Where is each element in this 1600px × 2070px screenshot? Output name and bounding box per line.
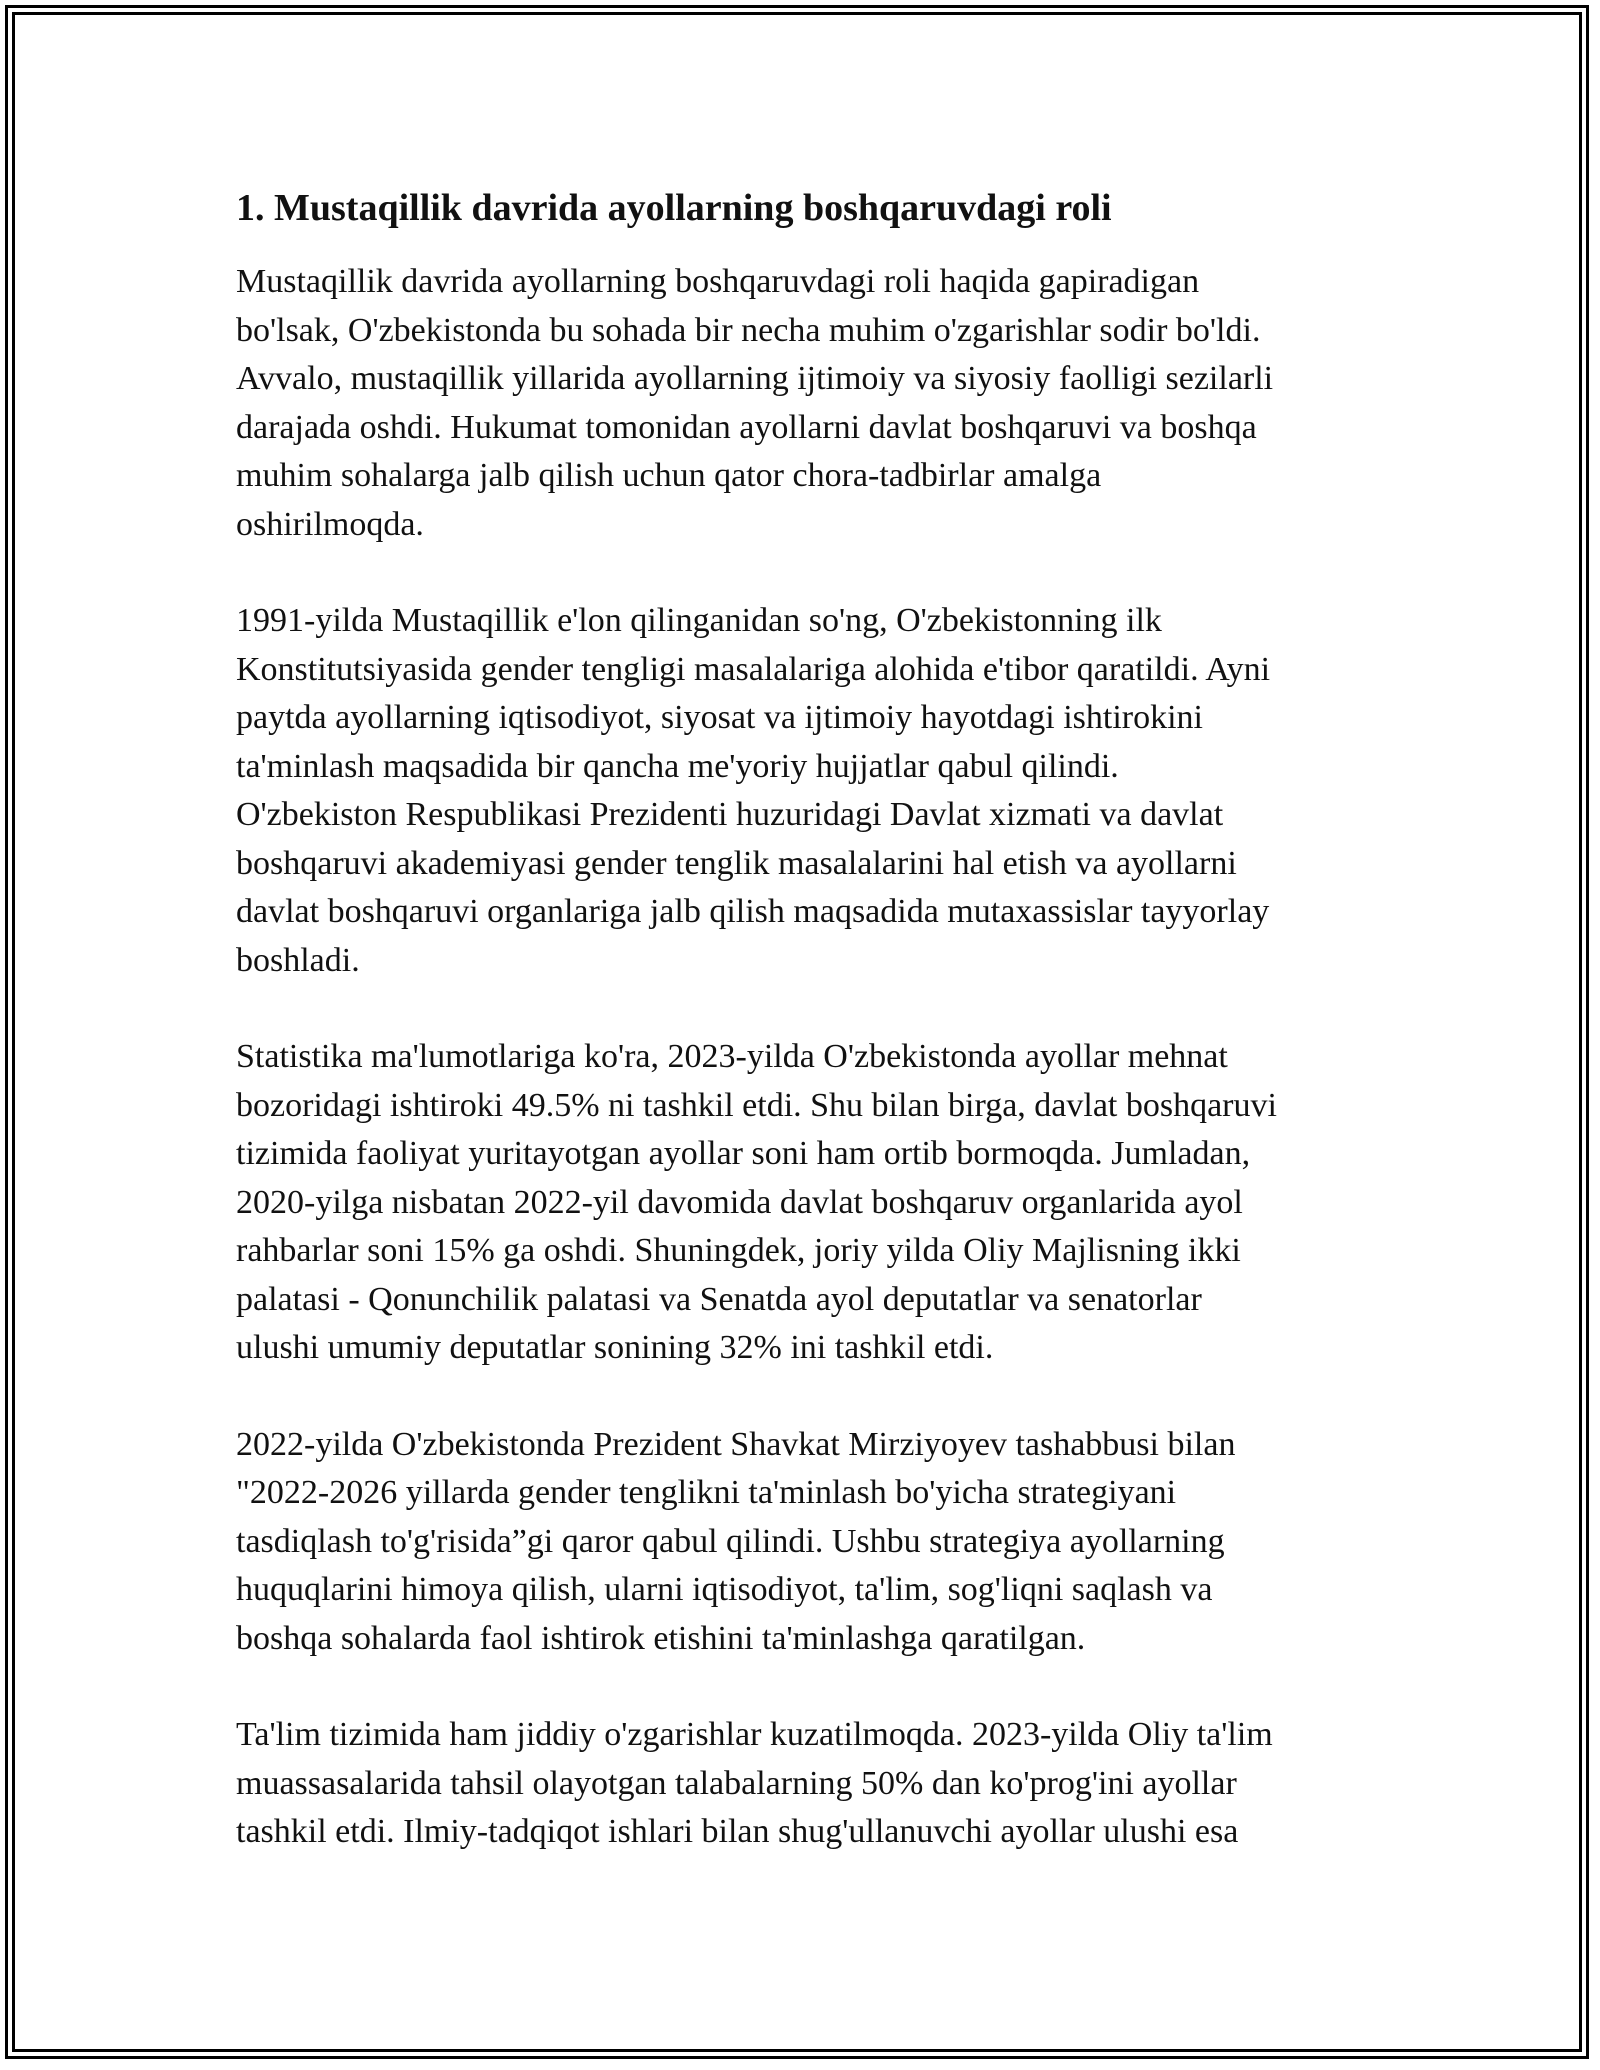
text-line: paytda ayollarning iqtisodiyot, siyosat va ijtimoiy hayotdagi ishtirokini [236,699,1204,736]
text-line: 1991-yilda Mustaqillik e'lon qilinganidan so'ng, O'zbekistonning ilk [236,602,1162,639]
text-line: davlat boshqaruvi organlariga jalb qilish maqsadida mutaxassislar tayyorlay [236,893,1270,930]
text-line: oshirilmoqda. [236,505,424,543]
text-line: ulushi umumiy deputatlar sonining 32% ini tashkil etdi. [236,1329,994,1366]
text-line: Ta'lim tizimida ham jiddiy o'zgarishlar kuzatilmoqda. 2023-yilda Oliy ta'lim [236,1716,1273,1753]
paragraph-3 [236,1033,1376,1373]
text-line: darajada oshdi. Hukumat tomonidan ayollarni davlat boshqaruvi va boshqa [236,408,1257,446]
document-body [236,184,1376,1905]
text-line: Mustaqillik davrida ayollarning boshqaruvdagi roli haqida gapiradigan [236,263,1200,300]
text-line: muassasalarida tahsil olayotgan talabalarning 50% dan ko'prog'ini ayollar [236,1764,1237,1802]
text-line: tasdiqlash to'g'risida”gi qaror qabul qilindi. Ushbu strategiya ayollarning [236,1522,1225,1560]
paragraph-2 [236,597,1376,985]
paragraph-1 [236,258,1376,549]
text-line: ta'minlash maqsadida bir qancha me'yoriy hujjatlar qabul qilindi. [236,747,1119,785]
text-line: rahbarlar soni 15% ga oshdi. Shuningdek, joriy yilda Oliy Majlisning ikki [236,1232,1241,1269]
text-line: 2022-yilda O'zbekistonda Prezident Shavkat Mirziyoyev tashabbusi bilan [236,1425,1236,1463]
text-line: Avvalo, mustaqillik yillarida ayollarning ijtimoiy va siyosiy faolligi sezilarli [236,360,1274,397]
text-line: "2022-2026 yillarda gender tenglikni ta'minlash bo'yicha strategiyani [236,1474,1177,1511]
text-line: bo'lsak, O'zbekistonda bu sohada bir necha muhim o'zgarishlar sodir bo'ldi. [236,311,1261,349]
text-line: Statistika ma'lumotlariga ko'ra, 2023-yilda O'zbekistonda ayollar mehnat [236,1038,1228,1075]
text-line: boshqaruvi akademiyasi gender tenglik masalalarini hal etish va ayollarni [236,844,1237,882]
text-line: boshladi. [236,941,360,979]
text-line: Konstitutsiyasida gender tengligi masalalariga alohida e'tibor qaratildi. Ayni [236,650,1271,688]
text-line: palatasi - Qonunchilik palatasi va Senatda ayol deputatlar va senatorlar [236,1280,1202,1318]
text-line: O'zbekiston Respublikasi Prezidenti huzuridagi Davlat xizmati va davlat [236,796,1224,833]
text-line: tizimida faoliyat yuritayotgan ayollar soni ham ortib bormoqda. Jumladan, [236,1135,1251,1172]
text-line: 2020-yilga nisbatan 2022-yil davomida davlat boshqaruv organlarida ayol [236,1183,1243,1221]
section-heading: 1. Mustaqillik davrida ayollarning boshqaruvdagi roli [236,187,1112,229]
text-line: bozoridagi ishtiroki 49.5% ni tashkil etdi. Shu bilan birga, davlat boshqaruvi [236,1086,1277,1124]
text-line: tashkil etdi. Ilmiy-tadqiqot ishlari bilan shug'ullanuvchi ayollar ulushi esa [236,1813,1239,1850]
paragraph-4 [236,1421,1376,1664]
paragraph-5 [236,1711,1376,1857]
text-line: huquqlarini himoya qilish, ularni iqtisodiyot, ta'lim, sog'liqni saqlash va [236,1571,1213,1608]
text-line: boshqa sohalarda faol ishtirok etishini ta'minlashga qaratilgan. [236,1619,1086,1657]
text-line: muhim sohalarga jalb qilish uchun qator chora-tadbirlar amalga [236,457,1102,494]
